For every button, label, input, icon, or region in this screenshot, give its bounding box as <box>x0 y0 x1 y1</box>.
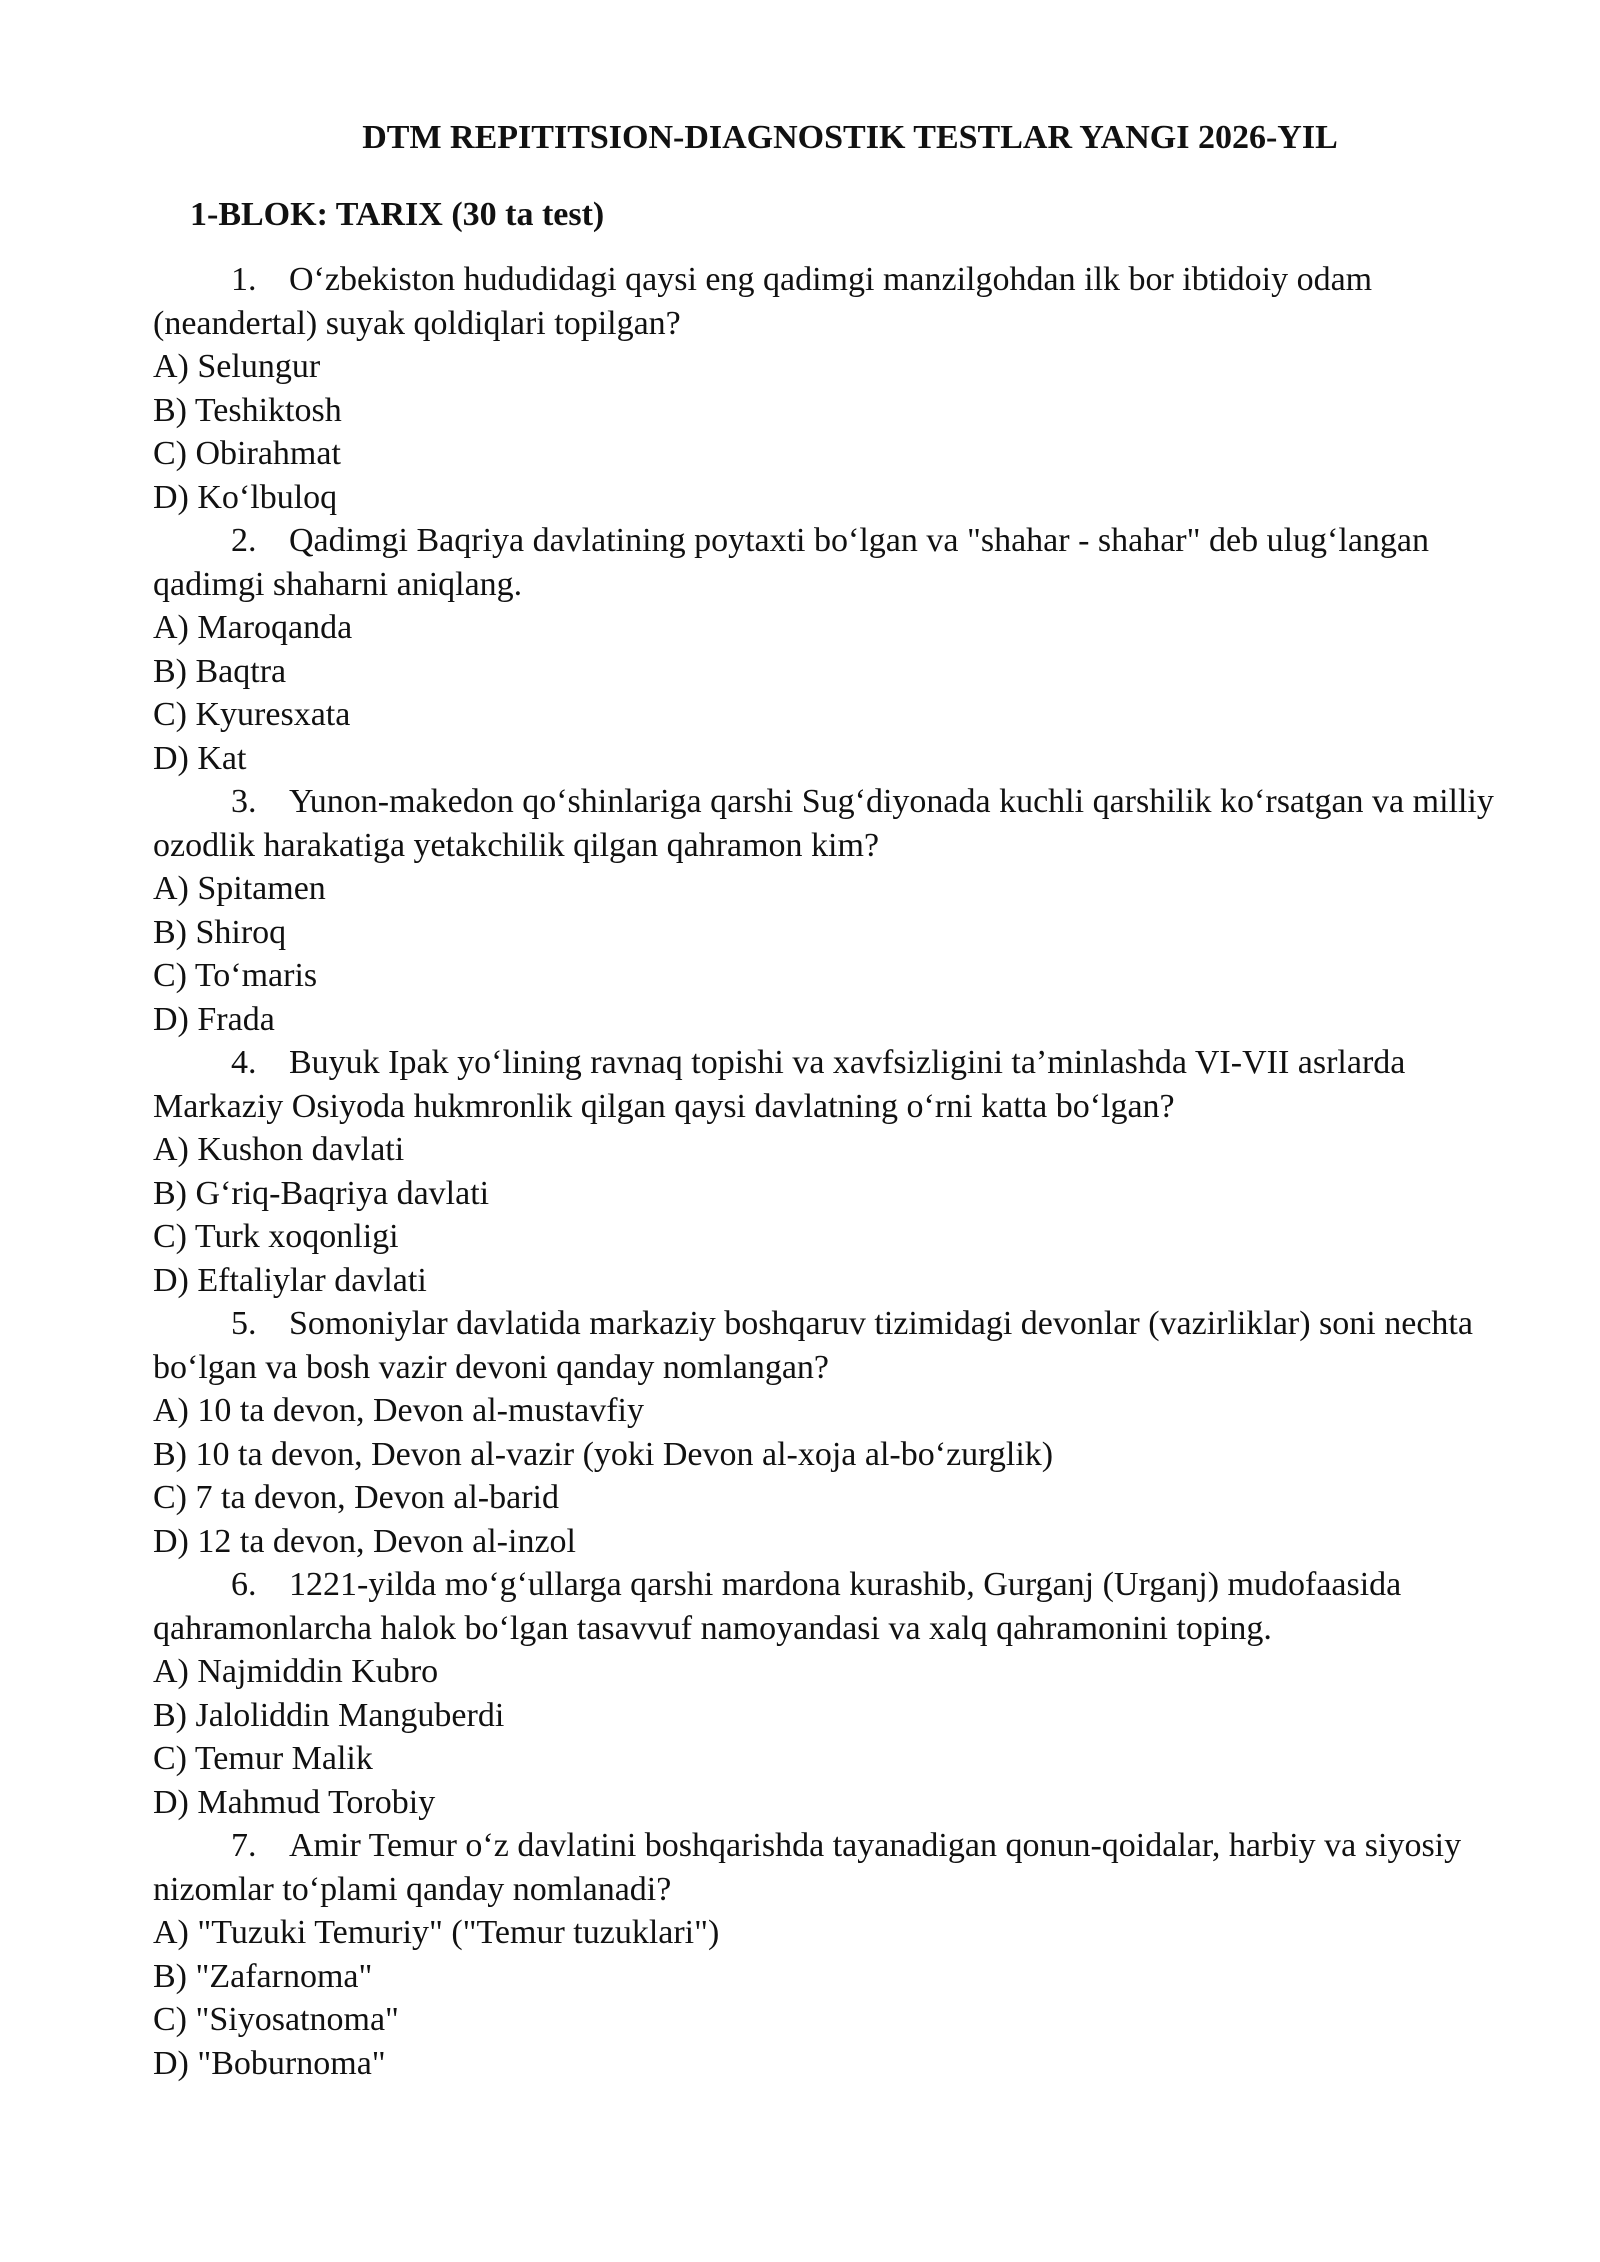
option-b: B) Jaloliddin Manguberdi <box>153 1696 505 1734</box>
option-b: B) Teshiktosh <box>153 391 342 429</box>
question-number: 4. <box>231 1044 257 1081</box>
option-a: A) Selungur <box>153 348 321 385</box>
option-a: A) Spitamen <box>153 870 326 907</box>
document-title: DTM REPITITSION-DIAGNOSTIK TESTLAR YANGI 2026-YIL <box>362 119 1338 156</box>
option-b: B) Baqtra <box>153 652 287 690</box>
option-d: D) 12 ta devon, Devon al-inzol <box>153 1522 576 1560</box>
option-d: D) Kat <box>153 739 247 777</box>
option-c: C) 7 ta devon, Devon al-barid <box>153 1479 559 1516</box>
question-text: O‘zbekiston hududidagi qaysi eng qadimgi manzilgohdan ilk bor ibtidoiy odam (neandertal) suyak qoldiqlari topilgan? <box>153 261 1373 342</box>
option-a: A) Maroqanda <box>153 609 353 646</box>
question-number: 2. <box>231 522 257 559</box>
block-heading: 1-BLOK: TARIX (30 ta test) <box>190 196 605 233</box>
option-b: B) 10 ta devon, Devon al-vazir (yoki Devon al-xoja al-bo‘zurglik) <box>153 1435 1054 1473</box>
option-c: C) "Siyosatnoma" <box>153 2001 399 2038</box>
question-text: 1221-yilda mo‘g‘ullarga qarshi mardona kurashib, Gurganj (Urganj) mudofaasida qahramonlarcha halok bo‘lgan tasavvuf namoyandasi va xalq qahramonini toping. <box>153 1566 1402 1647</box>
option-c: C) Obirahmat <box>153 435 341 472</box>
question-3 <box>153 780 1508 1041</box>
option-a: A) Kushon davlati <box>153 1131 405 1168</box>
option-d: D) Frada <box>153 1000 275 1038</box>
option-b: B) G‘riq-Baqriya davlati <box>153 1174 490 1212</box>
question-1 <box>153 258 1508 519</box>
question-text: Yunon-makedon qo‘shinlariga qarshi Sug‘diyonada kuchli qarshilik ko‘rsatgan va milliy ozodlik harakatiga yetakchilik qilgan qahramon kim? <box>153 783 1494 864</box>
question-number: 5. <box>231 1305 257 1342</box>
option-a: A) 10 ta devon, Devon al-mustavfiy <box>153 1392 644 1429</box>
option-a: A) "Tuzuki Temuriy" ("Temur tuzuklari") <box>153 1914 720 1951</box>
option-a: A) Najmiddin Kubro <box>153 1653 439 1690</box>
option-d: D) Ko‘lbuloq <box>153 478 338 516</box>
question-number: 3. <box>231 783 257 820</box>
question-text: Amir Temur o‘z davlatini boshqarishda tayanadigan qonun-qoidalar, harbiy va siyosiy nizomlar to‘plami qanday nomlanadi? <box>153 1827 1462 1908</box>
option-d: D) Eftaliylar davlati <box>153 1261 427 1299</box>
question-number: 6. <box>231 1566 257 1603</box>
question-list <box>153 258 1508 2085</box>
question-6 <box>153 1563 1508 1824</box>
question-7 <box>153 1824 1508 2085</box>
question-number: 7. <box>231 1827 257 1864</box>
question-5 <box>153 1302 1508 1563</box>
option-d: D) "Boburnoma" <box>153 2044 386 2082</box>
question-text: Somoniylar davlatida markaziy boshqaruv tizimidagi devonlar (vazirliklar) soni nechta bo‘lgan va bosh vazir devoni qanday nomlangan? <box>153 1305 1473 1386</box>
option-d: D) Mahmud Torobiy <box>153 1783 436 1821</box>
question-2 <box>153 519 1508 780</box>
question-4 <box>153 1041 1508 1302</box>
option-c: C) Turk xoqonligi <box>153 1218 399 1255</box>
option-c: C) Kyuresxata <box>153 696 351 733</box>
option-b: B) "Zafarnoma" <box>153 1957 373 1995</box>
question-text: Buyuk Ipak yo‘lining ravnaq topishi va xavfsizligini ta’minlashda VI-VII asrlarda Markaziy Osiyoda hukmronlik qilgan qaysi davlatning o‘rni katta bo‘lgan? <box>153 1044 1406 1125</box>
option-c: C) Temur Malik <box>153 1740 373 1777</box>
question-number: 1. <box>231 261 257 298</box>
option-c: C) To‘maris <box>153 957 318 994</box>
option-b: B) Shiroq <box>153 913 287 951</box>
question-text: Qadimgi Baqriya davlatining poytaxti bo‘lgan va "shahar - shahar" deb ulug‘langan qadimgi shaharni aniqlang. <box>153 522 1429 603</box>
